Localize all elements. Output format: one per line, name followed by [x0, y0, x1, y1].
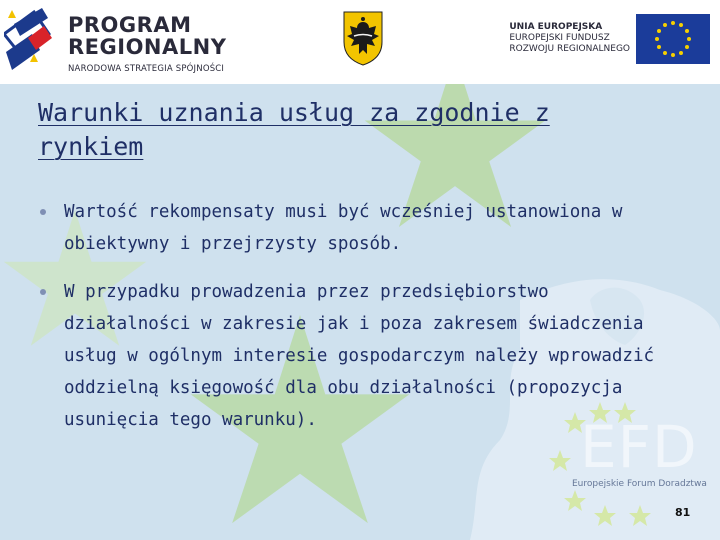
bullet-dot-icon	[40, 209, 46, 215]
bullet-item	[36, 276, 666, 436]
eu-flag-icon	[636, 14, 710, 64]
bullet-dot-icon	[40, 289, 46, 295]
eu-line-development: ROZWOJU REGIONALNEGO	[509, 44, 630, 54]
bullet-text: W przypadku prowadzenia przez przedsiębiorstwo działalności w zakresie jak i poza zakresem świadczenia usług w ogólnym interesie gospodarczym należy wprowadzić oddzielną księgowość dla obu działalności (propozycja usunięcia tego warunku).	[64, 282, 655, 430]
efd-watermark-logo: EFD	[580, 413, 698, 481]
eu-logo-text	[509, 22, 630, 55]
logo-line-strategy: NARODOWA STRATEGIA SPÓJNOŚCI	[68, 64, 225, 74]
bullet-text: Wartość rekompensaty musi być wcześniej ustanowiona w obiektywny i przejrzysty sposób.	[64, 202, 623, 254]
page-number: 81	[675, 506, 691, 519]
coat-of-arms-icon	[342, 10, 384, 66]
program-regionalny-logo-icon	[4, 4, 54, 78]
bullet-list	[36, 196, 666, 452]
bullet-item	[36, 196, 666, 260]
program-regionalny-logo	[68, 14, 226, 74]
eu-line-union: UNIA EUROPEJSKA	[509, 22, 603, 32]
logo-line-program: PROGRAM	[68, 13, 192, 37]
eu-line-fund: EUROPEJSKI FUNDUSZ	[509, 33, 610, 43]
logo-line-regionalny: REGIONALNY	[68, 35, 227, 59]
slide-title: Warunki uznania usług za zgodnie z rynkiem	[38, 98, 550, 161]
efd-watermark-subtitle: Europejskie Forum Doradztwa	[572, 479, 707, 489]
